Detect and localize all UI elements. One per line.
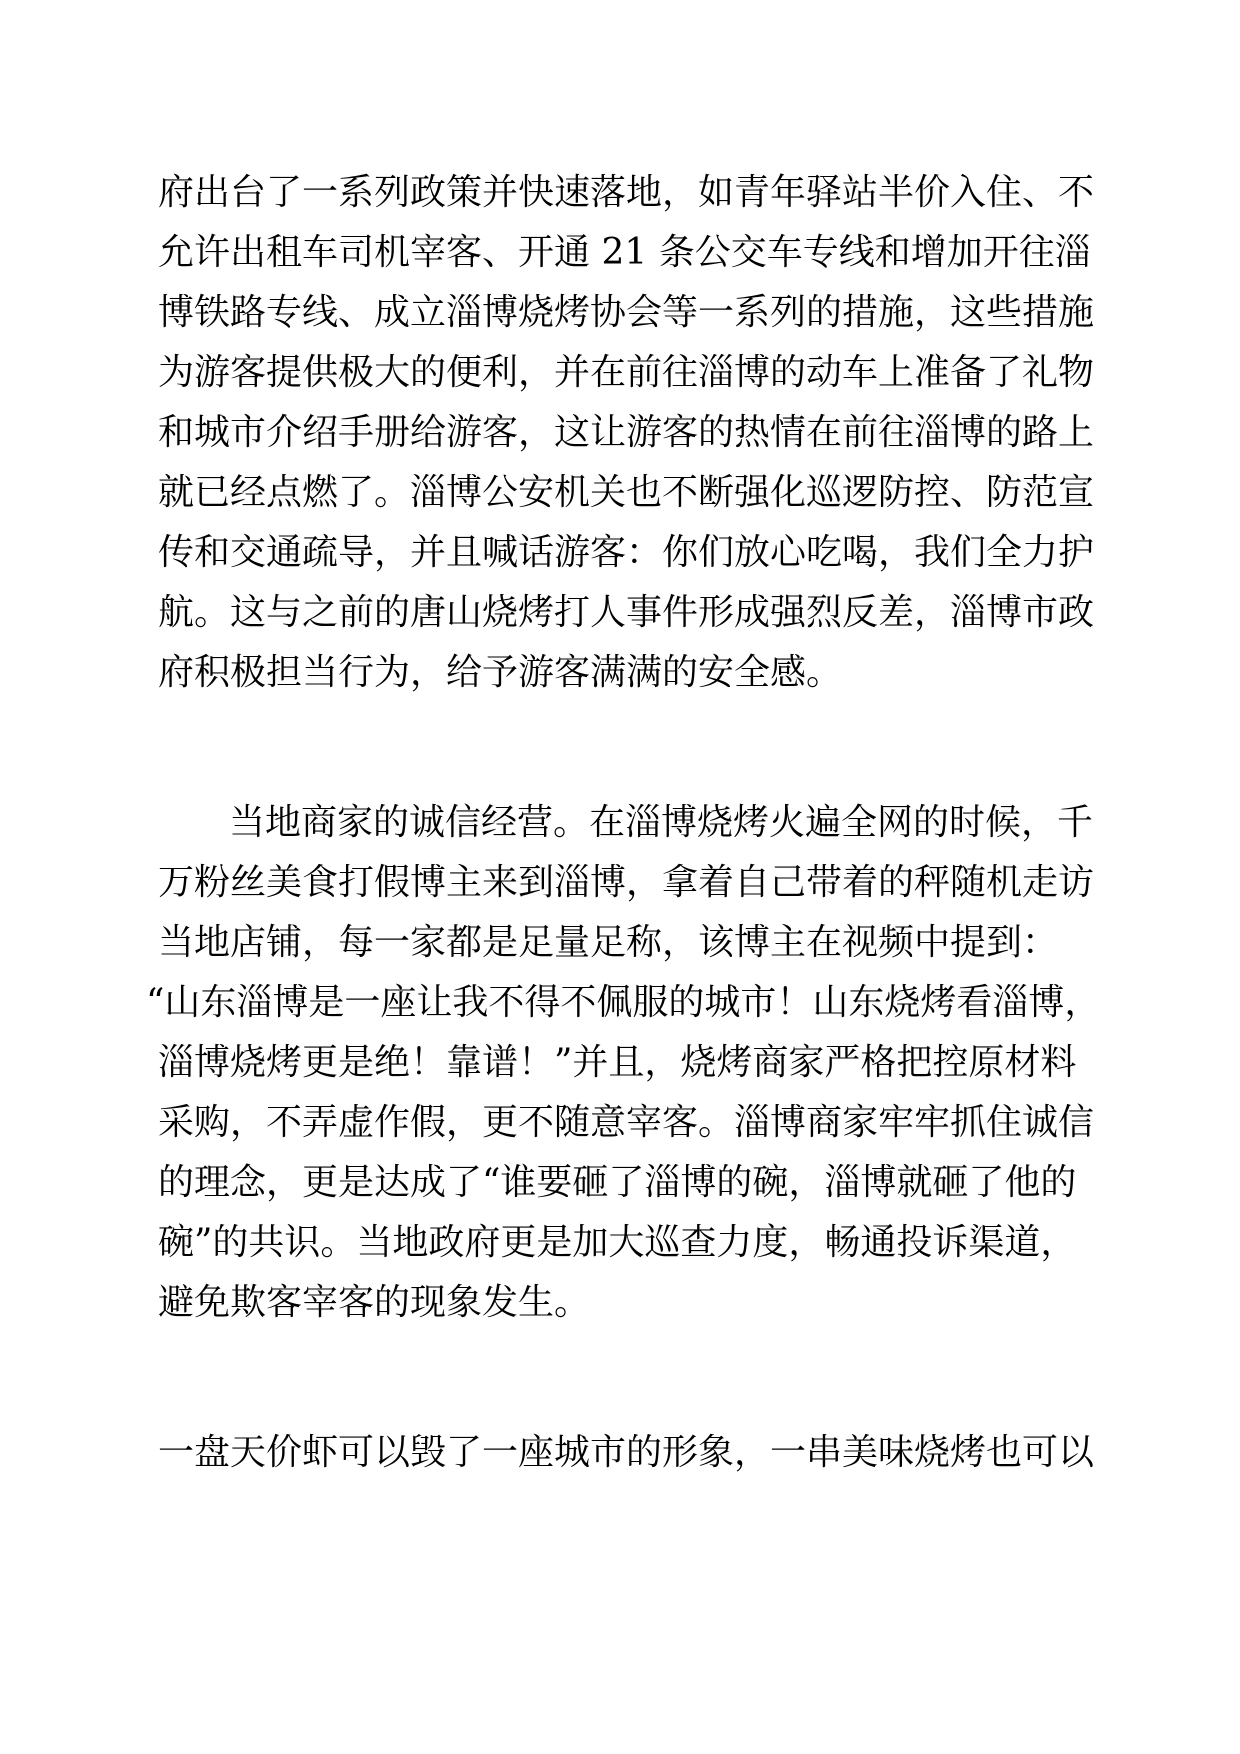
- text-line: 博铁路专线、成立淄博烧烤协会等一系列的措施，这些措施: [158, 292, 1095, 333]
- text-line: 淄博烧烤更是绝！靠谱！”并且，烧烤商家严格把控原材料: [158, 1042, 1077, 1083]
- text-line: 采购，不弄虚作假，更不随意宰客。淄博商家牢牢抓住诚信: [158, 1102, 1095, 1143]
- text-line: 万粉丝美食打假博主来到淄博，拿着自己带着的秤随机走访: [158, 862, 1095, 903]
- text-line: 传和交通疏导，并且喊话游客：你们放心吃喝，我们全力护: [158, 532, 1095, 573]
- text-line: 就已经点燃了。淄博公安机关也不断强化巡逻防控、防范宣: [158, 472, 1095, 513]
- text-line: 一盘天价虾可以毁了一座城市的形象，一串美味烧烤也可以: [158, 1432, 1095, 1473]
- text-line: 航。这与之前的唐山烧烤打人事件形成强烈反差，淄博市政: [158, 592, 1095, 633]
- text-line: 府积极担当行为，给予游客满满的安全感。: [158, 652, 843, 693]
- text-line: 当地商家的诚信经营。在淄博烧烤火遍全网的时候，千: [229, 802, 1094, 843]
- text-line: 的理念，更是达成了“谁要砸了淄博的碗，淄博就砸了他的: [158, 1162, 1077, 1203]
- text-line: “山东淄博是一座让我不得不佩服的城市！山东烧烤看淄博，: [146, 982, 1101, 1023]
- text-line: 当地店铺，每一家都是足量足称，该博主在视频中提到：: [158, 922, 1059, 963]
- text-line: 碗”的共识。当地政府更是加大巡查力度，畅通投诉渠道，: [158, 1222, 1077, 1263]
- text-line: 和城市介绍手册给游客，这让游客的热情在前往淄博的路上: [158, 412, 1095, 453]
- text-line: 避免欺客宰客的现象发生。: [158, 1282, 591, 1323]
- text-line: 为游客提供极大的便利，并在前往淄博的动车上准备了礼物: [158, 352, 1095, 393]
- text-line: 府出台了一系列政策并快速落地，如青年驿站半价入住、不: [158, 172, 1095, 213]
- text-line: 允许出租车司机宰客、开通 21 条公交车专线和增加开往淄: [158, 232, 1091, 273]
